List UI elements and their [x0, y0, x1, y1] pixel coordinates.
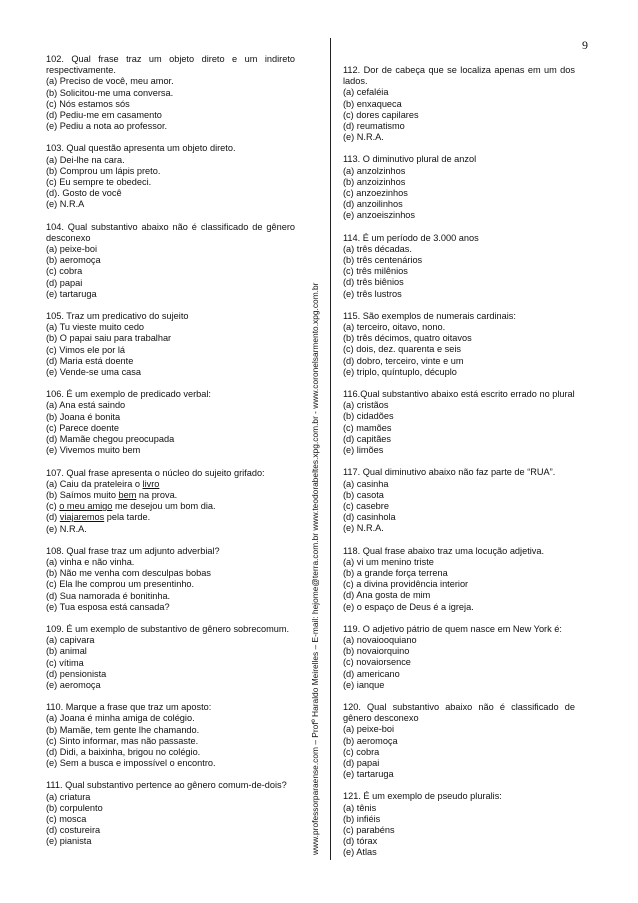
- answer-option: (d) Pediu-me em casamento: [46, 110, 162, 121]
- question-block: [46, 389, 295, 456]
- question-title: 118. Qual frase abaixo traz uma locução adjetiva.: [343, 545, 545, 556]
- question-block: [46, 222, 295, 300]
- column-divider: [330, 38, 331, 860]
- answer-option: (d) Ana gosta de mim: [343, 590, 431, 601]
- answer-option: (a) cefaléia: [343, 87, 389, 98]
- answer-option: (b) a grande força terrena: [343, 567, 448, 578]
- answer-option: (b) infiéis: [343, 813, 381, 824]
- answer-option: [46, 490, 295, 501]
- sidebar-credits: www.professorparaense.com – Profº Haraldo Meirelles – E-mail: hejome@terra.com.br www.teodorabeltes.xpg.com.br - www.coronelsarmento.xpg.com.br: [310, 282, 320, 855]
- question-title: 110. Marque a frase que traz um aposto:: [46, 702, 212, 713]
- answer-option: (b) cidadões: [343, 411, 394, 422]
- option-text: (e) N.R.A.: [46, 523, 87, 534]
- answer-option: (b) Comprou um lápis preto.: [46, 165, 161, 176]
- question-title: 119. O adjetivo pátrio de quem nasce em New York é:: [343, 623, 562, 634]
- question-title: 120. Qual substantivo abaixo não é classificado de gênero desconexo: [343, 701, 575, 724]
- answer-option: (c) Sinto informar, mas não passaste.: [46, 735, 199, 746]
- answer-option: (b) enxaqueca: [343, 98, 402, 109]
- option-text: pela tarde.: [104, 512, 151, 523]
- answer-option: (e) Pediu a nota ao professor.: [46, 121, 168, 132]
- question-title: 108. Qual frase traz um adjunto adverbial?: [46, 545, 220, 556]
- question-title: 117. Qual diminutivo abaixo não faz parte de “RUA”.: [343, 467, 556, 478]
- answer-option: (d) papai: [343, 757, 380, 768]
- answer-option: (d) tórax: [343, 836, 378, 847]
- answer-option: (a) cristãos: [343, 400, 389, 411]
- answer-option: (d) casinhola: [343, 512, 396, 523]
- answer-option: (d) dobro, terceiro, vinte e um: [343, 355, 464, 366]
- answer-option: (a) vinha e não vinha.: [46, 556, 135, 567]
- question-block: [343, 389, 575, 456]
- answer-option: (e) três lustros: [343, 288, 402, 299]
- answer-option: (b) Solicitou-me uma conversa.: [46, 87, 174, 98]
- answer-option: (e) Vende-se uma casa: [46, 367, 141, 378]
- answer-option: (a) casinha: [343, 478, 389, 489]
- answer-option: (e) Atlas: [343, 847, 377, 858]
- answer-option: (d) papai: [46, 277, 83, 288]
- question-block: [46, 54, 295, 132]
- answer-option: (a) anzolzinhos: [343, 165, 406, 176]
- answer-option: (a) três décadas.: [343, 243, 412, 254]
- answer-option: (c) Eu sempre te obedeci.: [46, 177, 152, 188]
- answer-option: (d) anzoilinhos: [343, 199, 403, 210]
- question-title: 103. Qual questão apresenta um objeto direto.: [46, 143, 236, 154]
- answer-option: (c) mamões: [343, 422, 392, 433]
- answer-option: (d) Maria está doente: [46, 355, 134, 366]
- answer-option: (a) Ana está saindo: [46, 400, 126, 411]
- question-block: [343, 624, 575, 691]
- left-column: [46, 54, 295, 859]
- answer-option: (b) Mamãe, tem gente lhe chamando.: [46, 724, 200, 735]
- question-block: [46, 624, 295, 691]
- answer-option: (a) Tu vieste muito cedo: [46, 322, 145, 333]
- answer-option: (e) limões: [343, 445, 384, 456]
- answer-option: (d) pensionista: [46, 668, 107, 679]
- answer-option: (d) reumatismo: [343, 121, 405, 132]
- option-text: me desejou um bom dia.: [112, 501, 216, 512]
- answer-option: (e) pianista: [46, 836, 92, 847]
- question-block: [343, 311, 575, 378]
- question-block: [46, 311, 295, 378]
- question-block: [343, 702, 575, 780]
- question-block: [46, 143, 295, 210]
- answer-option: (c) dores capilares: [343, 109, 419, 120]
- answer-option: (a) peixe-boi: [46, 244, 98, 255]
- question-block: [343, 791, 575, 858]
- answer-option: (a) criatura: [46, 791, 91, 802]
- underlined-term: o meu amigo: [59, 501, 113, 512]
- answer-option: (c) Parece doente: [46, 422, 120, 433]
- answer-option: (c) três milênios: [343, 266, 408, 277]
- answer-option: (b) corpulento: [46, 802, 103, 813]
- answer-option: (d). Gosto de você: [46, 188, 122, 199]
- answer-option: (c) cobra: [343, 746, 380, 757]
- answer-option: (e) ianque: [343, 679, 385, 690]
- answer-option: (a) Joana é minha amiga de colégio.: [46, 713, 195, 724]
- answer-option: (e) N.R.A.: [343, 523, 384, 534]
- answer-option: (b) aeromoça: [46, 255, 101, 266]
- answer-option: (e) aeromoça: [46, 679, 101, 690]
- answer-option: (d) americano: [343, 668, 400, 679]
- question-block: [343, 546, 575, 613]
- answer-option: (e) N.R.A: [46, 199, 85, 210]
- question-title: 105. Traz um predicativo do sujeito: [46, 311, 189, 322]
- answer-option: (b) aeromoça: [343, 735, 398, 746]
- answer-option: (a) Dei-lhe na cara.: [46, 154, 125, 165]
- answer-option: (c) Ela lhe comprou um presentinho.: [46, 579, 195, 590]
- answer-option: (b) O papai saiu para trabalhar: [46, 333, 172, 344]
- underlined-term: livro: [142, 478, 160, 489]
- question-block: [46, 546, 295, 613]
- answer-option: (b) anzoizinhos: [343, 176, 406, 187]
- underlined-term: viajaremos: [59, 512, 105, 523]
- answer-option: (a) Preciso de você, meu amor.: [46, 76, 174, 87]
- answer-option: (c) Vimos ele por lá: [46, 344, 125, 355]
- right-column: [343, 65, 575, 870]
- answer-option: (a) novaiooquiano: [343, 634, 417, 645]
- answer-option: (e) tartaruga: [343, 769, 394, 780]
- option-text: na prova.: [136, 489, 178, 500]
- answer-option: (a) peixe-boi: [343, 724, 395, 735]
- option-text: (d): [46, 512, 60, 523]
- question-block: [46, 702, 295, 769]
- question-title: 115. São exemplos de numerais cardinais:: [343, 310, 516, 321]
- question-block: [343, 65, 575, 143]
- page-number: 9: [582, 38, 588, 52]
- question-title: 102. Qual frase traz um objeto direto e um indireto respectivamente.: [46, 54, 295, 76]
- question-title: 113. O diminutivo plural de anzol: [343, 154, 477, 165]
- underlined-term: bem: [118, 489, 137, 500]
- answer-option: (d) capitães: [343, 433, 392, 444]
- answer-option: (b) Não me venha com desculpas bobas: [46, 568, 211, 579]
- answer-option: (e) Tua esposa está cansada?: [46, 601, 170, 612]
- question-title: 121. É um exemplo de pseudo pluralis:: [343, 791, 502, 802]
- answer-option: (b) três décimos, quatro oitavos: [343, 333, 472, 344]
- question-title: 107. Qual frase apresenta o núcleo do sujeito grifado:: [46, 467, 265, 478]
- question-block: [343, 154, 575, 221]
- answer-option: (c) cobra: [46, 266, 83, 277]
- answer-option: (e) anzoeiszinhos: [343, 210, 416, 221]
- question-block: [46, 780, 295, 847]
- answer-option: (d) Didi, a baixinha, brigou no colégio.: [46, 746, 201, 757]
- question-title: 111. Qual substantivo pertence ao gênero comum-de-dois?: [46, 780, 287, 791]
- answer-option: (d) três biênios: [343, 277, 404, 288]
- answer-option: (b) casota: [343, 489, 384, 500]
- question-title: 116.Qual substantivo abaixo está escrito errado no plural: [343, 389, 575, 400]
- answer-option: (e) Vivemos muito bem: [46, 445, 141, 456]
- answer-option: (d) Sua namorada é bonitinha.: [46, 590, 171, 601]
- question-title: 109. É um exemplo de substantivo de gênero sobrecomum.: [46, 623, 290, 634]
- answer-option: (c) novaiorsence: [343, 657, 411, 668]
- answer-option: (a) terceiro, oitavo, nono.: [343, 322, 446, 333]
- answer-option: (e) tartaruga: [46, 288, 97, 299]
- answer-option: (d) Mamãe chegou preocupada: [46, 434, 175, 445]
- option-text: (b) Saímos muito: [46, 489, 119, 500]
- answer-option: (c) dois, dez. quarenta e seis: [343, 344, 461, 355]
- answer-option: (c) vítima: [46, 657, 84, 668]
- answer-option: (c) casebre: [343, 500, 389, 511]
- answer-option: [46, 512, 295, 523]
- answer-option: (c) mosca: [46, 813, 87, 824]
- question-block: [46, 468, 295, 535]
- answer-option: (b) Joana é bonita: [46, 411, 121, 422]
- option-text: (c): [46, 501, 60, 512]
- answer-option: (d) costureira: [46, 825, 101, 836]
- answer-option: (b) animal: [46, 646, 87, 657]
- question-title: 104. Qual substantivo abaixo não é classificado de gênero desconexo: [46, 221, 295, 243]
- question-block: [343, 467, 575, 534]
- question-title: 112. Dor de cabeça que se localiza apenas em um dos lados.: [343, 65, 575, 87]
- answer-option: [46, 479, 295, 490]
- answer-option: (b) novaiorquino: [343, 646, 410, 657]
- answer-option: (e) Sem a busca e impossível o encontro.: [46, 758, 216, 769]
- option-text: (a) Caiu da prateleira o: [46, 478, 143, 489]
- answer-option: (a) tênis: [343, 802, 377, 813]
- answer-option: [46, 501, 295, 512]
- answer-option: (a) capivara: [46, 635, 95, 646]
- answer-option: (c) anzoezinhos: [343, 188, 408, 199]
- answer-option: (a) vi um menino triste: [343, 556, 434, 567]
- question-title: 114. É um período de 3.000 anos: [343, 232, 479, 243]
- answer-option: (c) parabéns: [343, 824, 395, 835]
- question-title: 106. É um exemplo de predicado verbal:: [46, 389, 211, 400]
- answer-option: (c) Nós estamos sós: [46, 98, 130, 109]
- answer-option: (e) triplo, quíntuplo, décuplo: [343, 366, 457, 377]
- answer-option: (b) três centenários: [343, 255, 423, 266]
- answer-option: (c) a divina providência interior: [343, 579, 469, 590]
- answer-option: [46, 524, 295, 535]
- answer-option: (e) o espaço de Deus é a igreja.: [343, 601, 474, 612]
- answer-option: (e) N.R.A.: [343, 132, 384, 143]
- question-block: [343, 233, 575, 300]
